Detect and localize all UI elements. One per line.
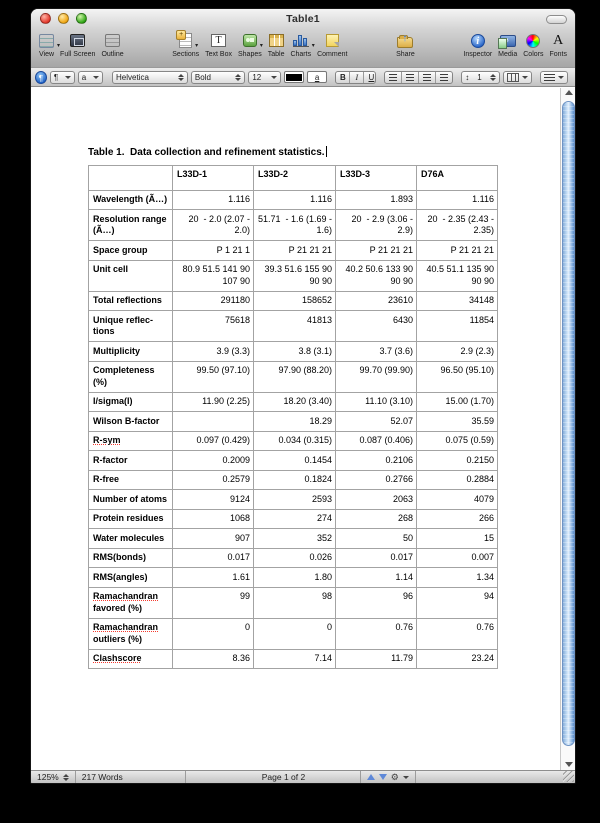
view-button[interactable]: ▾ View bbox=[39, 31, 54, 58]
table-row bbox=[89, 470, 498, 490]
table-cell[interactable]: 0.1824 bbox=[254, 470, 336, 490]
row-label[interactable]: Unique reflections bbox=[89, 311, 173, 342]
table-row bbox=[89, 260, 498, 291]
window-title: Table1 bbox=[286, 13, 320, 25]
column-header[interactable]: L33D-2 bbox=[254, 166, 336, 191]
table-cell[interactable]: 0.2009 bbox=[173, 451, 254, 471]
alignment-segment bbox=[384, 71, 453, 84]
table-cell[interactable]: 0.017 bbox=[336, 548, 417, 568]
table-row bbox=[89, 210, 498, 241]
table-cell[interactable]: 1068 bbox=[173, 509, 254, 529]
page-indicator: Page 1 of 2 bbox=[256, 771, 361, 783]
table-row bbox=[89, 490, 498, 510]
chevron-down-icon: ▾ bbox=[259, 43, 263, 49]
table-cell[interactable]: 0.017 bbox=[173, 548, 254, 568]
table-cell[interactable]: 0.2766 bbox=[336, 470, 417, 490]
align-justify-icon bbox=[440, 74, 448, 81]
table-cell[interactable]: 50 bbox=[336, 529, 417, 549]
status-bar bbox=[31, 770, 575, 783]
underline-button[interactable]: U bbox=[368, 72, 375, 82]
view-icon bbox=[39, 34, 54, 48]
chevron-down-icon bbox=[93, 76, 99, 79]
colors-button[interactable]: Colors bbox=[523, 31, 543, 58]
table-cell[interactable]: 20 - 2.0 (2.07 - 2.0) bbox=[173, 210, 254, 241]
updown-arrows-icon bbox=[178, 74, 184, 81]
table-row bbox=[89, 190, 498, 210]
table-row bbox=[89, 529, 498, 549]
row-label[interactable]: Multiplicity bbox=[89, 342, 173, 362]
table-cell[interactable]: 1.34 bbox=[417, 568, 498, 588]
table-header-row bbox=[89, 166, 498, 191]
table-cell[interactable]: 40.2 50.6 133 90 90 90 bbox=[336, 260, 417, 291]
table-cell[interactable]: 0 bbox=[173, 618, 254, 649]
chevron-down-icon: ▾ bbox=[311, 43, 315, 49]
table-cell[interactable]: 96 bbox=[336, 587, 417, 618]
row-label[interactable]: Ramachandran favored (%) bbox=[89, 587, 173, 618]
align-center-icon bbox=[406, 74, 414, 81]
table-cell[interactable]: 94 bbox=[417, 587, 498, 618]
table-cell[interactable]: P 21 21 21 bbox=[254, 241, 336, 261]
table-cell[interactable]: 96.50 (95.10) bbox=[417, 361, 498, 392]
table-cell[interactable]: 0.007 bbox=[417, 548, 498, 568]
table-row bbox=[89, 568, 498, 588]
table-cell[interactable]: 39.3 51.6 155 90 90 90 bbox=[254, 260, 336, 291]
text-cursor bbox=[326, 146, 327, 157]
table-cell[interactable]: 1.14 bbox=[336, 568, 417, 588]
table-cell[interactable]: 99.50 (97.10) bbox=[173, 361, 254, 392]
table-row bbox=[89, 431, 498, 451]
fonts-button[interactable]: A Fonts bbox=[549, 33, 567, 58]
table-cell[interactable]: 75618 bbox=[173, 311, 254, 342]
outline-icon bbox=[105, 34, 120, 47]
toolbar bbox=[31, 29, 575, 67]
chevron-down-icon bbox=[403, 776, 409, 779]
table-cell[interactable]: 158652 bbox=[254, 291, 336, 311]
table-cell[interactable]: 11.90 (2.25) bbox=[173, 392, 254, 412]
table-cell[interactable]: 11.79 bbox=[336, 649, 417, 669]
table-cell[interactable]: 0.2579 bbox=[173, 470, 254, 490]
character-style-popup[interactable]: a bbox=[78, 71, 103, 84]
gear-icon[interactable]: ⚙ bbox=[390, 771, 399, 782]
sections-button[interactable]: + ▾ Sections bbox=[172, 31, 199, 58]
row-label[interactable]: R-sym bbox=[89, 431, 173, 451]
statistics-table bbox=[88, 165, 498, 669]
row-label[interactable]: R-factor bbox=[89, 451, 173, 471]
table-cell[interactable]: 34148 bbox=[417, 291, 498, 311]
row-label[interactable]: RMS(angles) bbox=[89, 568, 173, 588]
charts-button[interactable]: ▾ Charts bbox=[290, 31, 311, 58]
comment-button[interactable]: Comment bbox=[317, 31, 347, 58]
table-cell[interactable]: 0.097 (0.429) bbox=[173, 431, 254, 451]
row-label[interactable]: Number of atoms bbox=[89, 490, 173, 510]
table-row bbox=[89, 342, 498, 362]
table-cell[interactable]: P 21 21 21 bbox=[336, 241, 417, 261]
full-screen-icon bbox=[70, 34, 85, 47]
row-label[interactable]: Clashscore bbox=[89, 649, 173, 669]
title-bar[interactable] bbox=[31, 9, 575, 29]
table-cell[interactable]: 20 - 2.35 (2.43 - 2.35) bbox=[417, 210, 498, 241]
table-cell[interactable]: 2593 bbox=[254, 490, 336, 510]
row-label[interactable]: Protein residues bbox=[89, 509, 173, 529]
table-cell[interactable]: 1.116 bbox=[254, 190, 336, 210]
table-cell[interactable]: 1.80 bbox=[254, 568, 336, 588]
shapes-icon bbox=[243, 34, 257, 47]
table-cell[interactable]: 98 bbox=[254, 587, 336, 618]
previous-page-button[interactable] bbox=[367, 774, 375, 780]
highlight-color-well[interactable]: a bbox=[307, 71, 327, 83]
table-cell[interactable]: 99.70 (99.90) bbox=[336, 361, 417, 392]
align-right-icon bbox=[423, 74, 431, 81]
pages-window bbox=[30, 8, 576, 784]
format-bar bbox=[31, 67, 575, 87]
table-cell[interactable]: 6430 bbox=[336, 311, 417, 342]
fonts-icon: A bbox=[553, 33, 564, 48]
table-cell[interactable]: 907 bbox=[173, 529, 254, 549]
table-cell[interactable]: 3.8 (3.1) bbox=[254, 342, 336, 362]
table-cell[interactable]: 9124 bbox=[173, 490, 254, 510]
table-row bbox=[89, 618, 498, 649]
columns-popup[interactable] bbox=[503, 71, 532, 84]
shapes-button[interactable]: ▾ Shapes bbox=[238, 31, 262, 58]
table-cell[interactable] bbox=[173, 412, 254, 432]
table-row bbox=[89, 241, 498, 261]
table-cell[interactable]: 291180 bbox=[173, 291, 254, 311]
row-label[interactable]: I/sigma(I) bbox=[89, 392, 173, 412]
chevron-down-icon bbox=[65, 76, 71, 79]
table-row bbox=[89, 451, 498, 471]
table-cell[interactable]: P 1 21 1 bbox=[173, 241, 254, 261]
row-label[interactable]: Total reflections bbox=[89, 291, 173, 311]
table-cell[interactable]: 3.7 (3.6) bbox=[336, 342, 417, 362]
table-cell[interactable]: 274 bbox=[254, 509, 336, 529]
scroll-down-arrow[interactable] bbox=[565, 762, 573, 767]
row-label[interactable]: RMS(bonds) bbox=[89, 548, 173, 568]
table-cell[interactable]: 20 - 2.9 (3.06 - 2.9) bbox=[336, 210, 417, 241]
arrow-up-icon bbox=[565, 90, 573, 95]
bold-button[interactable]: B bbox=[336, 72, 350, 83]
font-family-popup[interactable]: Helvetica bbox=[112, 71, 188, 84]
table-row bbox=[89, 392, 498, 412]
table-cell[interactable]: 0.087 (0.406) bbox=[336, 431, 417, 451]
table-cell[interactable]: 97.90 (88.20) bbox=[254, 361, 336, 392]
typeface-popup[interactable]: Bold bbox=[191, 71, 245, 84]
table-cell[interactable]: 15.00 (1.70) bbox=[417, 392, 498, 412]
table-row bbox=[89, 548, 498, 568]
word-count: 217 Words bbox=[76, 771, 186, 783]
table-row bbox=[89, 412, 498, 432]
column-header[interactable]: L33D-3 bbox=[336, 166, 417, 191]
table-cell[interactable]: 1.116 bbox=[173, 190, 254, 210]
paragraph-style-popup[interactable]: ¶ bbox=[50, 71, 75, 84]
share-button[interactable]: ↑ Share bbox=[396, 31, 415, 58]
table-row bbox=[89, 587, 498, 618]
chevron-down-icon: ▾ bbox=[57, 43, 61, 49]
table-cell[interactable]: 0.76 bbox=[417, 618, 498, 649]
table-cell[interactable]: 0 bbox=[254, 618, 336, 649]
row-label[interactable]: R-free bbox=[89, 470, 173, 490]
table-cell[interactable]: P 21 21 21 bbox=[417, 241, 498, 261]
zoom-button[interactable] bbox=[76, 13, 87, 24]
colors-icon bbox=[526, 34, 540, 48]
table-cell[interactable]: 0.2106 bbox=[336, 451, 417, 471]
table-row bbox=[89, 291, 498, 311]
row-label[interactable]: Water molecules bbox=[89, 529, 173, 549]
resize-grip[interactable] bbox=[563, 771, 574, 782]
table-cell[interactable]: 18.29 bbox=[254, 412, 336, 432]
align-center-button[interactable] bbox=[402, 72, 419, 83]
row-label[interactable]: Space group bbox=[89, 241, 173, 261]
chevron-down-icon: ▾ bbox=[195, 43, 199, 49]
table-cell[interactable]: 1.116 bbox=[417, 190, 498, 210]
media-button[interactable]: ♪ Media bbox=[498, 31, 517, 58]
table-cell[interactable]: 23610 bbox=[336, 291, 417, 311]
text-box-icon: T bbox=[211, 34, 226, 47]
table-cell[interactable]: 99 bbox=[173, 587, 254, 618]
table-cell[interactable]: 0.026 bbox=[254, 548, 336, 568]
table-row bbox=[89, 649, 498, 669]
paragraph-toggle-button[interactable]: ¶ bbox=[35, 71, 47, 84]
scrollbar-thumb[interactable] bbox=[562, 101, 575, 746]
table-row bbox=[89, 509, 498, 529]
window-controls bbox=[40, 13, 87, 24]
vertical-scrollbar[interactable] bbox=[560, 88, 575, 770]
table-cell[interactable]: 0.76 bbox=[336, 618, 417, 649]
text-style-segment bbox=[335, 71, 375, 84]
zoom-control[interactable]: 125% bbox=[31, 771, 76, 783]
table-icon bbox=[269, 34, 284, 47]
table-cell[interactable]: 15 bbox=[417, 529, 498, 549]
table-cell[interactable]: 0.1454 bbox=[254, 451, 336, 471]
table-cell[interactable]: 41813 bbox=[254, 311, 336, 342]
columns-icon bbox=[507, 73, 519, 82]
minimize-button[interactable] bbox=[58, 13, 69, 24]
chevron-down-icon bbox=[271, 76, 277, 79]
charts-icon bbox=[293, 34, 309, 47]
full-screen-button[interactable]: Full Screen bbox=[60, 31, 95, 58]
page-navigation bbox=[361, 771, 416, 783]
chevron-down-icon bbox=[522, 76, 528, 79]
table-caption: Table 1. Data collection and refinement statistics. bbox=[88, 147, 325, 158]
inspector-icon: i bbox=[471, 34, 485, 48]
table-cell[interactable]: 52.07 bbox=[336, 412, 417, 432]
table-cell[interactable]: 0.034 (0.315) bbox=[254, 431, 336, 451]
table-cell[interactable]: 0.2884 bbox=[417, 470, 498, 490]
list-icon bbox=[544, 74, 555, 81]
table-cell[interactable]: 1.61 bbox=[173, 568, 254, 588]
column-header[interactable] bbox=[89, 166, 173, 191]
outline-button[interactable]: Outline bbox=[101, 31, 123, 58]
table-row bbox=[89, 311, 498, 342]
table-cell[interactable]: 11854 bbox=[417, 311, 498, 342]
table-cell[interactable]: 266 bbox=[417, 509, 498, 529]
arrow-down-icon bbox=[565, 762, 573, 767]
table-cell[interactable]: 0.2150 bbox=[417, 451, 498, 471]
align-left-button[interactable] bbox=[385, 72, 402, 83]
row-label[interactable]: Wavelength (Ã…) bbox=[89, 190, 173, 210]
table-cell[interactable]: 23.24 bbox=[417, 649, 498, 669]
sections-icon bbox=[179, 33, 192, 48]
comment-icon bbox=[326, 34, 339, 47]
table-cell[interactable]: 2.9 (2.3) bbox=[417, 342, 498, 362]
row-label[interactable]: Ramachandran outliers (%) bbox=[89, 618, 173, 649]
table-cell[interactable]: 11.10 (3.10) bbox=[336, 392, 417, 412]
table-cell[interactable]: 51.71 - 1.6 (1.69 - 1.6) bbox=[254, 210, 336, 241]
font-size-popup[interactable]: 12 bbox=[248, 71, 281, 84]
updown-arrows-icon bbox=[63, 774, 69, 781]
table-row bbox=[89, 361, 498, 392]
document-area bbox=[31, 88, 575, 770]
table-cell[interactable]: 3.9 (3.3) bbox=[173, 342, 254, 362]
table-cell[interactable]: 35.59 bbox=[417, 412, 498, 432]
table-cell[interactable]: 18.20 (3.40) bbox=[254, 392, 336, 412]
table-cell[interactable]: 7.14 bbox=[254, 649, 336, 669]
next-page-button[interactable] bbox=[379, 774, 387, 780]
table-cell[interactable]: 2063 bbox=[336, 490, 417, 510]
row-label[interactable]: Unit cell bbox=[89, 260, 173, 291]
table-cell[interactable]: 80.9 51.5 141 90 107 90 bbox=[173, 260, 254, 291]
table-cell[interactable]: 4079 bbox=[417, 490, 498, 510]
table-button[interactable]: Table bbox=[268, 31, 285, 58]
align-right-button[interactable] bbox=[419, 72, 436, 83]
toolbar-toggle-pill[interactable] bbox=[546, 15, 567, 24]
text-color-well[interactable] bbox=[284, 71, 304, 83]
table-cell[interactable]: 268 bbox=[336, 509, 417, 529]
media-icon bbox=[500, 35, 516, 47]
list-style-popup[interactable] bbox=[540, 71, 568, 84]
scroll-up-arrow[interactable] bbox=[565, 90, 573, 95]
chevron-down-icon bbox=[558, 76, 564, 79]
align-justify-button[interactable] bbox=[436, 72, 452, 83]
row-label[interactable]: Completeness (%) bbox=[89, 361, 173, 392]
line-spacing-popup[interactable]: ↕ 1 bbox=[461, 71, 499, 84]
align-left-icon bbox=[389, 74, 397, 81]
line-spacing-icon: ↕ bbox=[465, 72, 470, 82]
close-button[interactable] bbox=[40, 13, 51, 24]
column-header[interactable]: L33D-1 bbox=[173, 166, 254, 191]
share-icon bbox=[397, 37, 413, 48]
text-box-button[interactable]: T Text Box bbox=[205, 35, 232, 58]
row-label[interactable]: Resolution range (Ã…) bbox=[89, 210, 173, 241]
updown-arrows-icon bbox=[235, 74, 241, 81]
table-cell[interactable]: 0.075 (0.59) bbox=[417, 431, 498, 451]
table-cell[interactable]: 352 bbox=[254, 529, 336, 549]
table-cell[interactable]: 40.5 51.1 135 90 90 90 bbox=[417, 260, 498, 291]
table-cell[interactable]: 8.36 bbox=[173, 649, 254, 669]
table-cell[interactable]: 1.893 bbox=[336, 190, 417, 210]
updown-arrows-icon bbox=[490, 74, 496, 81]
column-header[interactable]: D76A bbox=[417, 166, 498, 191]
row-label[interactable]: Wilson B-factor bbox=[89, 412, 173, 432]
italic-button[interactable]: I bbox=[350, 72, 364, 83]
inspector-button[interactable]: i Inspector bbox=[463, 35, 493, 58]
document-page[interactable] bbox=[31, 88, 575, 770]
